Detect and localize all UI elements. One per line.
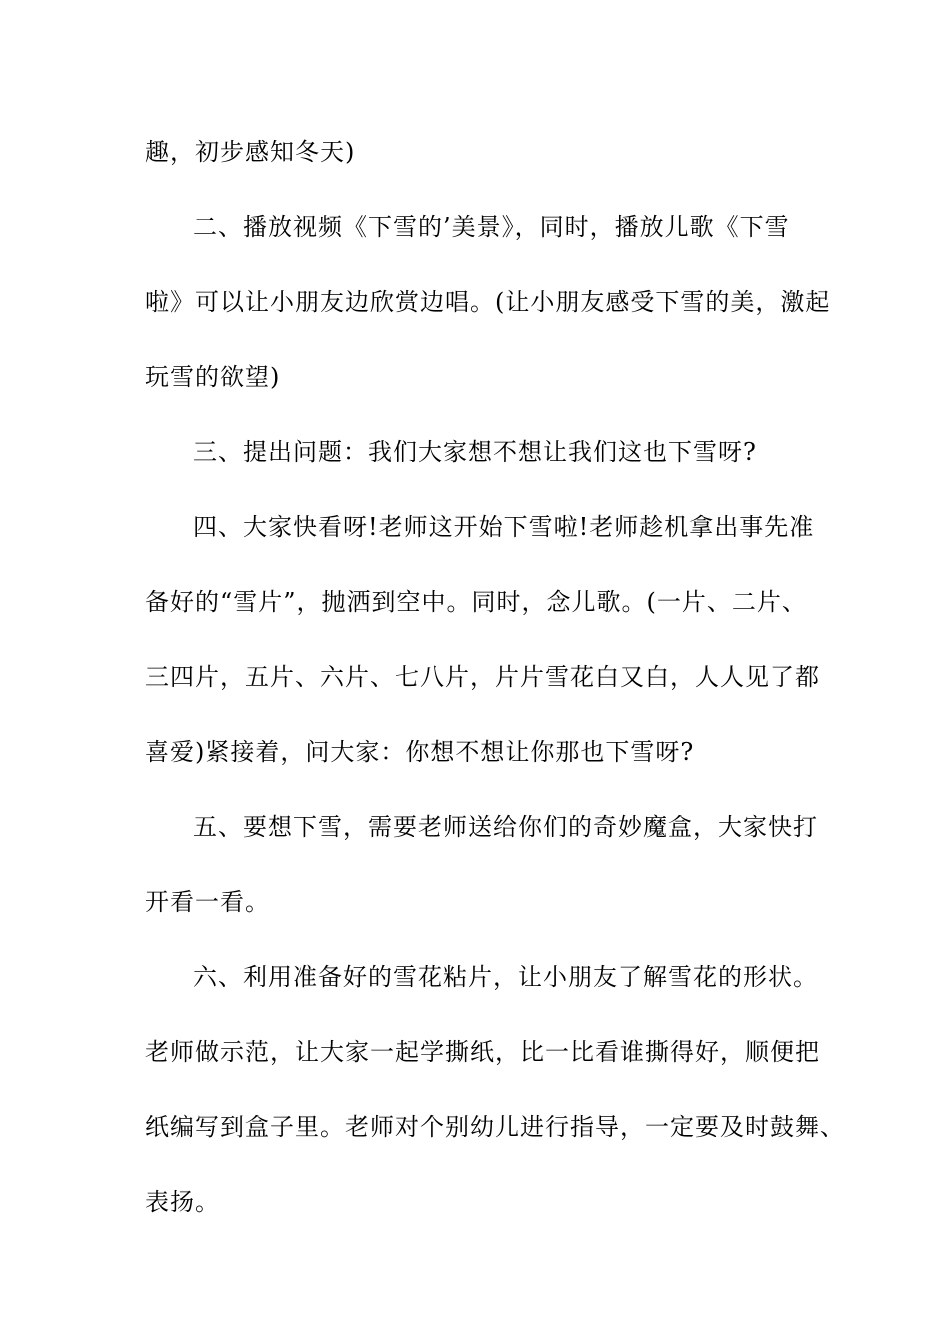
paragraph-4-line-3: 三四片，五片、六片、七八片，片片雪花白又白，人人见了都 xyxy=(145,663,820,691)
text-line-1: 趣，初步感知冬天) xyxy=(145,138,356,166)
paragraph-4-line-4: 喜爱)紧接着，问大家：你想不想让你那也下雪呀? xyxy=(145,738,695,766)
paragraph-5-line-1: 五、要想下雪，需要老师送给你们的奇妙魔盒，大家快打 xyxy=(193,813,818,841)
paragraph-6-line-4: 表扬。 xyxy=(145,1188,220,1216)
paragraph-3-line-1: 三、提出问题：我们大家想不想让我们这也下雪呀? xyxy=(193,438,757,466)
paragraph-2-line-3: 玩雪的欲望) xyxy=(145,363,281,391)
paragraph-5-line-2: 开看一看。 xyxy=(145,888,270,916)
paragraph-2-line-2: 啦》可以让小朋友边欣赏边唱。(让小朋友感受下雪的美，激起 xyxy=(145,288,831,316)
paragraph-6-line-1: 六、利用准备好的雪花粘片，让小朋友了解雪花的形状。 xyxy=(193,963,818,991)
paragraph-6-line-3: 纸编写到盒子里。老师对个别幼儿进行指导，一定要及时鼓舞、 xyxy=(145,1113,845,1141)
paragraph-4-line-1: 四、大家快看呀!老师这开始下雪啦!老师趁机拿出事先准 xyxy=(193,513,815,541)
paragraph-2-line-1: 二、播放视频《下雪的’美景》，同时，播放儿歌《下雪 xyxy=(193,213,790,241)
paragraph-4-line-2: 备好的“雪片”，抛洒到空中。同时，念儿歌。(一片、二片、 xyxy=(145,588,807,616)
paragraph-6-line-2: 老师做示范，让大家一起学撕纸，比一比看谁撕得好，顺便把 xyxy=(145,1038,820,1066)
